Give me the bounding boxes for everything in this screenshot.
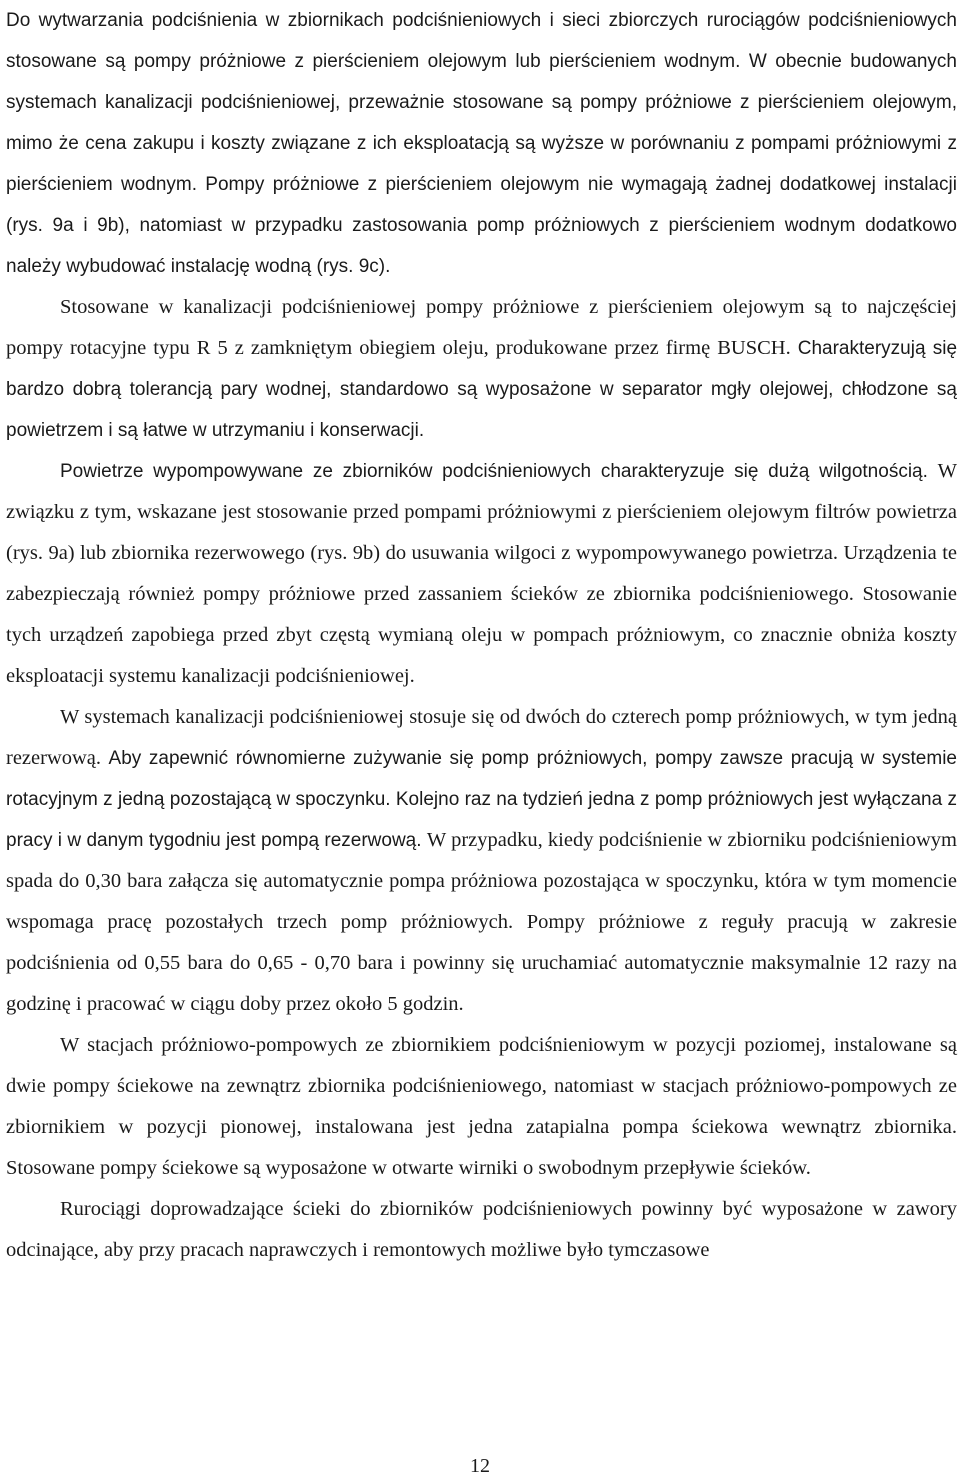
paragraph-text: W systemach kanalizacji podciśnieniowej stosuje się od dwóch do czterech pomp próżniowych, w tym jedną rezerwową. — [6, 706, 957, 769]
paragraph-text: W stacjach próżniowo-pompowych ze zbiornikiem podciśnieniowym w pozycji poziomej, instalowane są dwie pompy ściekowe na zewnątrz zbiornika podciśnieniowego, natomiast w stacjach próżniowo-pompowych ze zbiornikiem w pozycji pionowej, instalowana jest jedna zatapialna pompa ściekowa wewnątrz zbiornika. Stosowane pompy ściekowe są wyposażone w otwarte wirniki o swobodnym przepływie ścieków. — [6, 1034, 957, 1179]
page-number: 12 — [470, 1455, 490, 1477]
paragraph-text: Powietrze wypompowywane ze zbiorników podciśnieniowych charakteryzuje się dużą wilgotnością. — [60, 461, 938, 482]
paragraph-5 — [6, 1025, 957, 1189]
paragraph-text: W przypadku, kiedy podciśnienie w zbiorniku podciśnieniowym spada do 0,30 bara załącza się automatycznie pompa próżniowa pozostająca w spoczynku, która w tym momencie wspomaga pracę pozostałych trzech pomp próżniowych. Pompy próżniowe z reguły pracują w zakresie podciśnienia od 0,55 bara do 0,65 - 0,70 bara i powinny się uruchamiać automatycznie maksymalnie 12 razy na godzinę i pracować w ciągu doby przez około 5 godzin. — [6, 829, 957, 1015]
paragraph-text: Aby zapewnić równomierne zużywanie się pomp próżniowych, pompy zawsze pracują w systemie rotacyjnym z jedną pozostającą w spoczynku. Kolejno raz na tydzień jedna z pomp próżniowych jest wyłączana z pracy i w danym tygodniu jest pompą rezerwową. — [6, 748, 957, 851]
paragraph-text: Stosowane w kanalizacji podciśnieniowej pompy próżniowe z pierścieniem olejowym są to najczęściej pompy rotacyjne typu R 5 z zamkniętym obiegiem oleju, produkowane przez firmę BUSCH. — [6, 296, 957, 359]
paragraph-1 — [6, 0, 957, 287]
paragraph-text: Rurociągi doprowadzające ścieki do zbiorników podciśnieniowych powinny być wyposażone w zawory odcinające, aby przy pracach naprawczych i remontowych możliwe było tymczasowe — [6, 1198, 957, 1261]
paragraph-6 — [6, 1189, 957, 1271]
paragraph-3 — [6, 451, 957, 697]
paragraph-text: Charakteryzują się bardzo dobrą tolerancją pary wodnej, standardowo są wyposażone w separator mgły olejowej, chłodzone są powietrzem i są łatwe w utrzymaniu i konserwacji. — [6, 338, 958, 441]
paragraph-text: W związku z tym, wskazane jest stosowanie przed pompami próżniowymi z pierścieniem olejowym filtrów powietrza (rys. 9a) lub zbiornika rezerwowego (rys. 9b) do usuwania wilgoci z wypompowywanego powietrza. Urządzenia te zabezpieczają również pompy próżniowe przed zassaniem ścieków ze zbiornika podciśnieniowego. Stosowanie tych urządzeń zapobiega przed zbyt częstą wymianą oleju w pompach próżniowym, co znacznie obniża koszty eksploatacji systemu kanalizacji podciśnieniowej. — [6, 460, 957, 687]
document-body — [6, 0, 957, 1271]
paragraph-2 — [6, 287, 957, 451]
paragraph-4 — [6, 697, 957, 1025]
paragraph-text: Do wytwarzania podciśnienia w zbiornikach podciśnieniowych i sieci zbiorczych rurociągów podciśnieniowych stosowane są pompy próżniowe z pierścieniem olejowym lub pierścieniem wodnym. W obecnie budowanych systemach kanalizacji podciśnieniowej, przeważnie stosowane są pompy próżniowe z pierścieniem olejowym, mimo że cena zakupu i koszty związane z ich eksploatacją są wyższe w porównaniu z pompami próżniowymi z pierścieniem wodnym. Pompy próżniowe z pierścieniem olejowym nie wymagają żadnej dodatkowej instalacji (rys. 9a i 9b), natomiast w przypadku zastosowania pomp próżniowych z pierścieniem wodnym dodatkowo należy wybudować instalację wodną (rys. 9c). — [6, 10, 957, 277]
